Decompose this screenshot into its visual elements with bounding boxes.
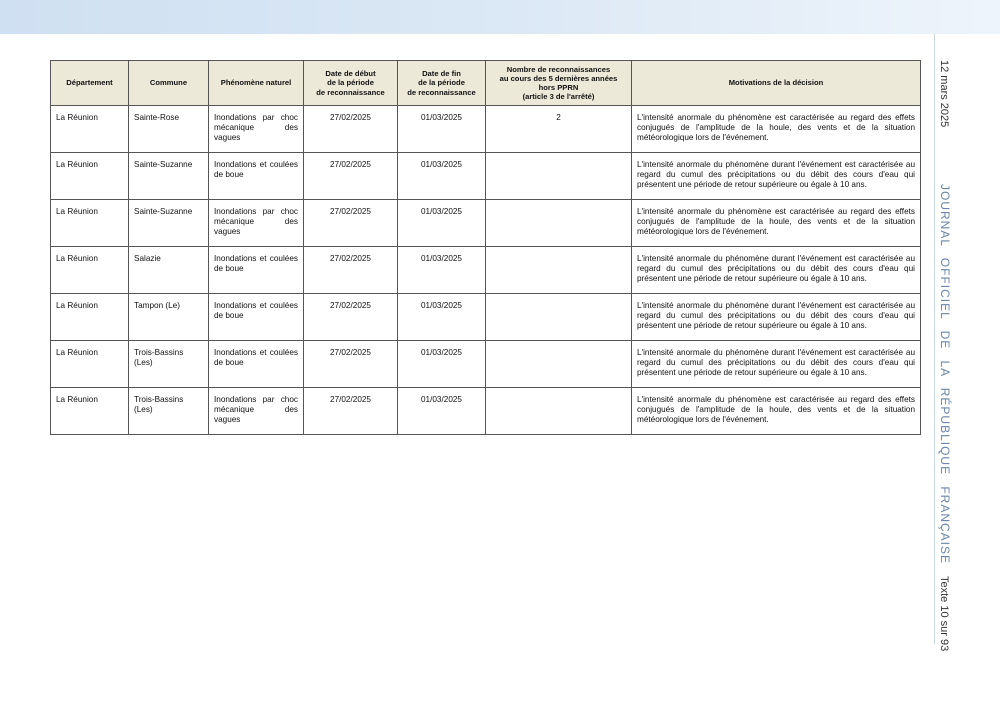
cell-nombre: 2 xyxy=(486,106,632,153)
table-row xyxy=(51,341,921,388)
table-row xyxy=(51,153,921,200)
cell-motivation: L'intensité anormale du phénomène durant l'événement est caractérisée au regard du cumul des précipitations ou du débit des cours d'eau qui présentent une période de retour supérieure ou égale à 10 ans. xyxy=(632,247,921,294)
cell-date-fin: 01/03/2025 xyxy=(398,294,486,341)
table-row xyxy=(51,106,921,153)
cell-phenomene: Inondations et coulées de boue xyxy=(209,341,304,388)
cell-nombre xyxy=(486,341,632,388)
cell-phenomene: Inondations par choc mécanique des vagues xyxy=(209,200,304,247)
text-counter: Texte 10 sur 93 xyxy=(938,576,950,652)
cell-nombre xyxy=(486,294,632,341)
header-motivations: Motivations de la décision xyxy=(632,61,921,106)
table-row xyxy=(51,388,921,435)
table-header-row xyxy=(51,61,921,106)
cell-date-debut: 27/02/2025 xyxy=(304,388,398,435)
cell-departement: La Réunion xyxy=(51,106,129,153)
cell-date-debut: 27/02/2025 xyxy=(304,247,398,294)
cell-departement: La Réunion xyxy=(51,294,129,341)
cell-departement: La Réunion xyxy=(51,200,129,247)
header-date-fin: Date de fin de la période de reconnaissance xyxy=(398,61,486,106)
publication-date: 12 mars 2025 xyxy=(938,60,950,128)
cell-date-fin: 01/03/2025 xyxy=(398,247,486,294)
cell-commune: Tampon (Le) xyxy=(129,294,209,341)
cell-motivation: L'intensité anormale du phénomène est caractérisée au regard des effets conjugués de l'amplitude de la houle, des vents et de la situation météorologique lors de l'événement. xyxy=(632,388,921,435)
margin-rule xyxy=(934,34,935,644)
cell-commune: Sainte-Suzanne xyxy=(129,200,209,247)
table-row xyxy=(51,247,921,294)
journal-title: JOURNAL OFFICIEL DE LA RÉPUBLIQUE FRANÇAISE xyxy=(938,184,952,564)
cell-date-fin: 01/03/2025 xyxy=(398,341,486,388)
cell-phenomene: Inondations par choc mécanique des vagues xyxy=(209,106,304,153)
cell-commune: Trois-Bassins (Les) xyxy=(129,341,209,388)
cell-nombre xyxy=(486,388,632,435)
cell-date-debut: 27/02/2025 xyxy=(304,294,398,341)
cell-commune: Trois-Bassins (Les) xyxy=(129,388,209,435)
cell-departement: La Réunion xyxy=(51,153,129,200)
cell-date-fin: 01/03/2025 xyxy=(398,153,486,200)
cell-commune: Sainte-Rose xyxy=(129,106,209,153)
table-row xyxy=(51,294,921,341)
cell-commune: Sainte-Suzanne xyxy=(129,153,209,200)
cell-motivation: L'intensité anormale du phénomène est caractérisée au regard des effets conjugués de l'amplitude de la houle, des vents et de la situation météorologique lors de l'événement. xyxy=(632,106,921,153)
header-nombre-reconnaissances: Nombre de reconnaissances au cours des 5 dernières années hors PPRN (article 3 de l'arrêté) xyxy=(486,61,632,106)
page-sidebar xyxy=(938,56,968,656)
decision-table xyxy=(50,60,921,435)
header-departement: Département xyxy=(51,61,129,106)
cell-date-fin: 01/03/2025 xyxy=(398,200,486,247)
cell-phenomene: Inondations par choc mécanique des vagues xyxy=(209,388,304,435)
cell-departement: La Réunion xyxy=(51,341,129,388)
cell-date-debut: 27/02/2025 xyxy=(304,106,398,153)
table-row xyxy=(51,200,921,247)
cell-phenomene: Inondations et coulées de boue xyxy=(209,294,304,341)
cell-motivation: L'intensité anormale du phénomène est caractérisée au regard des effets conjugués de l'amplitude de la houle, des vents et de la situation météorologique lors de l'événement. xyxy=(632,200,921,247)
cell-date-debut: 27/02/2025 xyxy=(304,200,398,247)
header-band xyxy=(0,0,1000,34)
cell-nombre xyxy=(486,200,632,247)
cell-motivation: L'intensité anormale du phénomène durant l'événement est caractérisée au regard du cumul des précipitations ou du débit des cours d'eau qui présentent une période de retour supérieure ou égale à 10 ans. xyxy=(632,153,921,200)
cell-date-debut: 27/02/2025 xyxy=(304,341,398,388)
cell-commune: Salazie xyxy=(129,247,209,294)
cell-motivation: L'intensité anormale du phénomène durant l'événement est caractérisée au regard du cumul des précipitations ou du débit des cours d'eau qui présentent une période de retour supérieure ou égale à 10 ans. xyxy=(632,341,921,388)
cell-date-fin: 01/03/2025 xyxy=(398,106,486,153)
header-commune: Commune xyxy=(129,61,209,106)
cell-phenomene: Inondations et coulées de boue xyxy=(209,153,304,200)
cell-date-fin: 01/03/2025 xyxy=(398,388,486,435)
header-phenomene: Phénomène naturel xyxy=(209,61,304,106)
header-date-debut: Date de début de la période de reconnaissance xyxy=(304,61,398,106)
cell-phenomene: Inondations et coulées de boue xyxy=(209,247,304,294)
cell-nombre xyxy=(486,247,632,294)
cell-motivation: L'intensité anormale du phénomène durant l'événement est caractérisée au regard du cumul des précipitations ou du débit des cours d'eau qui présentent une période de retour supérieure ou égale à 10 ans. xyxy=(632,294,921,341)
cell-date-debut: 27/02/2025 xyxy=(304,153,398,200)
cell-departement: La Réunion xyxy=(51,247,129,294)
cell-departement: La Réunion xyxy=(51,388,129,435)
cell-nombre xyxy=(486,153,632,200)
